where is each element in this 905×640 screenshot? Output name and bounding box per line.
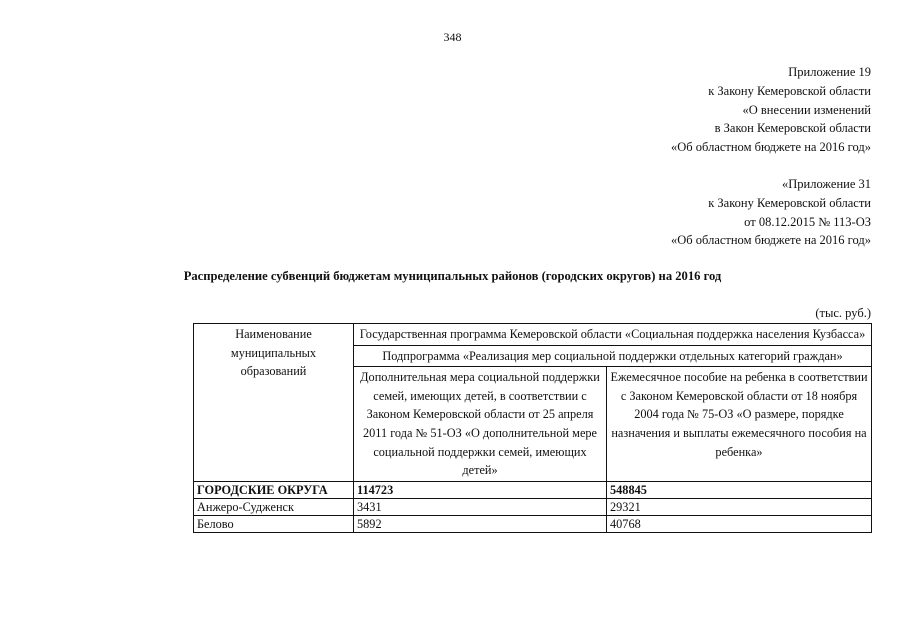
appendix-31-line: «Об областном бюджете на 2016 год»: [671, 233, 871, 248]
program-header: Государственная программа Кемеровской области «Социальная поддержка населения Кузбасса»: [354, 324, 872, 346]
appendix-19-line: «О внесении изменений: [742, 102, 871, 117]
appendix-19-header: [671, 63, 871, 157]
table-row: [194, 515, 872, 532]
table-row: [194, 498, 872, 515]
column-header-monthly-allowance: Ежемесячное пособие на ребенка в соответствии с Законом Кемеровской области от 18 ноября 2004 года № 75-ОЗ «О размере, порядке назначения и выплаты ежемесячного пособия на ребенка»: [607, 367, 872, 482]
appendix-31-header: [671, 175, 871, 250]
row-name: Анжеро-Судженск: [194, 498, 354, 515]
appendix-31-line: от 08.12.2015 № 113-ОЗ: [744, 214, 871, 229]
subprogram-header: Подпрограмма «Реализация мер социальной поддержки отдельных категорий граждан»: [354, 345, 872, 367]
appendix-31-line: «Приложение 31: [782, 177, 871, 191]
appendix-19-line: «Об областном бюджете на 2016 год»: [671, 140, 871, 155]
units-label: (тыс. руб.): [815, 306, 871, 320]
row-value-monthly-allowance: 548845: [607, 481, 872, 498]
table-header-row: [194, 324, 872, 346]
subventions-table: [193, 323, 872, 533]
appendix-31-line: к Закону Кемеровской области: [708, 195, 871, 210]
row-name: ГОРОДСКИЕ ОКРУГА: [194, 481, 354, 498]
row-value-additional-support: 114723: [354, 481, 607, 498]
row-value-monthly-allowance: 40768: [607, 515, 872, 532]
document-title: Распределение субвенций бюджетам муниципальных районов (городских округов) на 2016 год: [183, 269, 722, 283]
row-value-monthly-allowance: 29321: [607, 498, 872, 515]
appendix-19-line: Приложение 19: [788, 65, 871, 79]
page-number: 348: [443, 30, 462, 44]
column-header-additional-support: Дополнительная мера социальной поддержки семей, имеющих детей, в соответствии с Законом Кемеровской области от 25 апреля 2011 года № 51-ОЗ «О дополнительной мере социальной поддержки семей, имеющих детей»: [354, 367, 607, 482]
row-name: Белово: [194, 515, 354, 532]
table-row: [194, 481, 872, 498]
appendix-19-line: в Закон Кемеровской области: [714, 121, 871, 136]
row-value-additional-support: 3431: [354, 498, 607, 515]
row-value-additional-support: 5892: [354, 515, 607, 532]
appendix-19-line: к Закону Кемеровской области: [708, 83, 871, 98]
column-header-municipality: Наименование муниципальных образований: [194, 324, 354, 482]
